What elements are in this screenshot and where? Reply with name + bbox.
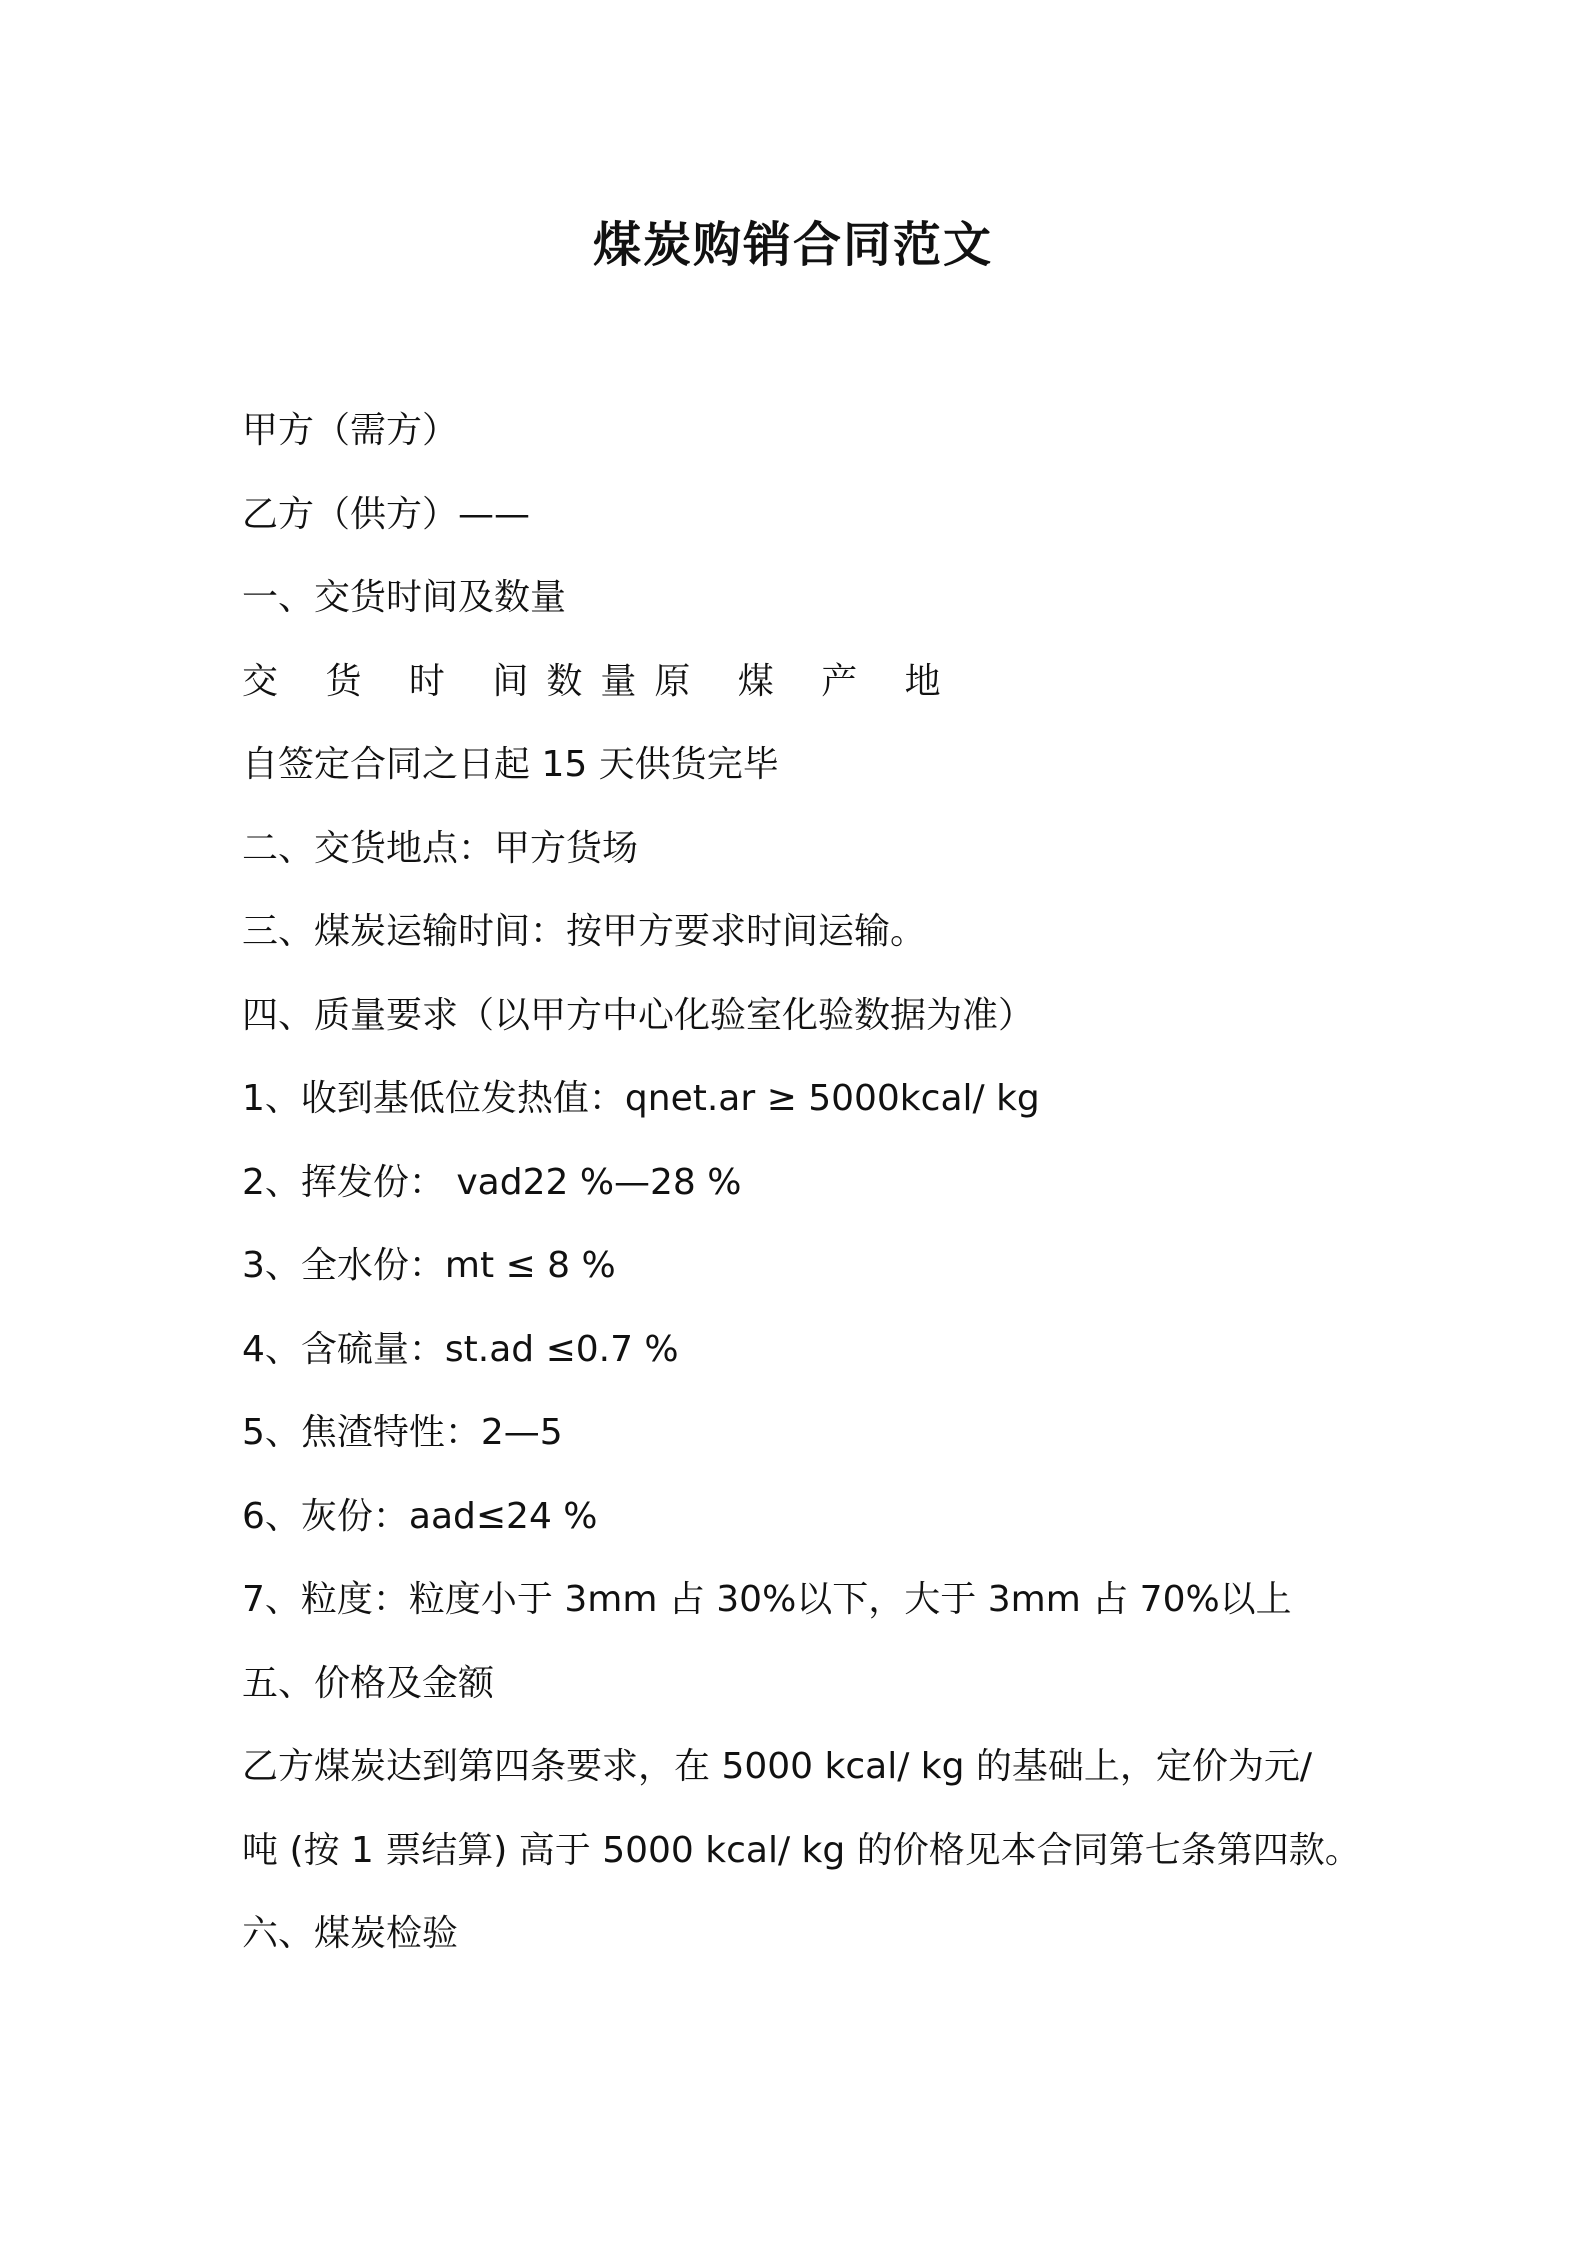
document-body [242, 403, 1392, 1990]
party-a-line: 甲方（需方） [242, 410, 459, 451]
section-heading-inspection: 六、煤炭检验 [242, 1913, 459, 1954]
section-heading-transport: 三、煤炭运输时间：按甲方要求时间运输。 [242, 911, 927, 952]
section-heading-price: 五、价格及金额 [242, 1662, 495, 1704]
quality-item-moisture: 3、全水份：mt ≤ 8 % [242, 1245, 616, 1286]
price-paragraph-line-2: 吨 (按 1 票结算) 高于 5000 kcal/ kg 的价格见本合同第七条第四款。 [242, 1829, 1361, 1871]
section-heading-location: 二、交货地点：甲方货场 [242, 827, 639, 869]
party-b-line: 乙方（供方）—— [242, 493, 531, 535]
quality-item-ash: 6、灰份：aad≤24 % [242, 1495, 598, 1537]
price-paragraph-line-1: 乙方煤炭达到第四条要求，在 5000 kcal/ kg 的基础上，定价为元/ [242, 1746, 1313, 1787]
quality-item-volatile: 2、挥发份： vad22 %—28 % [242, 1161, 742, 1203]
quality-item-granularity: 7、粒度：粒度小于 3mm 占 30%以下，大于 3mm 占 70%以上 [242, 1579, 1292, 1620]
quality-item-coking: 5、焦渣特性：2—5 [242, 1412, 563, 1453]
delivery-table-header: 交 货 时 间数量原 煤 产 地 [242, 660, 959, 702]
document-title: 煤炭购销合同范文 [592, 217, 993, 273]
section-heading-delivery: 一、交货时间及数量 [242, 577, 567, 618]
section-heading-quality: 四、质量要求（以甲方中心化验室化验数据为准） [242, 994, 1035, 1036]
delivery-term-line: 自签定合同之日起 15 天供货完毕 [242, 744, 779, 785]
quality-item-heat-value: 1、收到基低位发热值：qnet.ar ≥ 5000kcal/ kg [242, 1078, 1040, 1119]
quality-item-sulfur: 4、含硫量：st.ad ≤0.7 % [242, 1328, 679, 1370]
